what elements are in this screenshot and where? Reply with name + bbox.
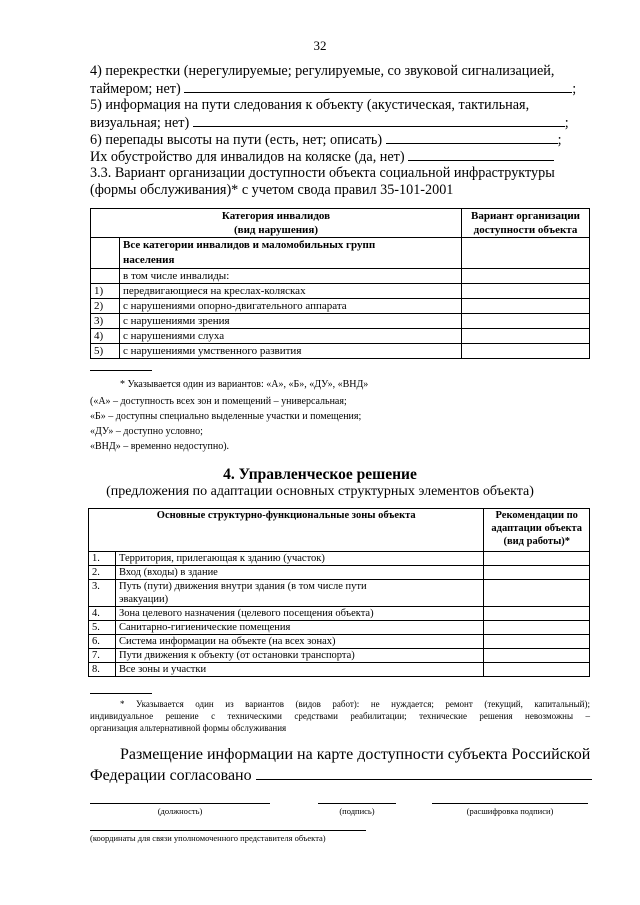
table-row: 1. Территория, прилегающая к зданию (участок) bbox=[89, 552, 590, 566]
label-contacts: (координаты для связи уполномоченного представителя объекта) bbox=[90, 833, 326, 843]
text-line-wheelchair bbox=[90, 148, 554, 166]
blank-line bbox=[256, 765, 592, 780]
text-line-info bbox=[90, 97, 584, 114]
footnote1-du: «ДУ» – доступно условно; bbox=[90, 426, 203, 437]
text-3-3: 3.3. Вариант организации доступности объекта социальной инфраструктуры bbox=[90, 165, 555, 181]
footnote1-a: («А» – доступность всех зон и помещений – универсальная; bbox=[90, 396, 347, 407]
signature-line-position bbox=[90, 803, 270, 804]
placement-line2: Федерации согласовано bbox=[90, 765, 592, 785]
table1-all-categories: Все категории инвалидов и маломобильных групп населения bbox=[120, 238, 462, 269]
table-row: 2. Вход (входы) в здание bbox=[89, 566, 590, 580]
footnote1-lead: * Указывается один из вариантов: «А», «Б», «ДУ», «ВНД» bbox=[120, 379, 369, 390]
table-row: 5) с нарушениями умственного развития bbox=[91, 344, 590, 359]
table-row: 2) с нарушениями опорно-двигательного аппарата bbox=[91, 299, 590, 314]
text-line-forms bbox=[90, 182, 453, 199]
table2-header-recommendations: Рекомендации по адаптации объекта (вид работы)* bbox=[484, 509, 590, 552]
text-line-3-3 bbox=[90, 165, 584, 182]
text-line-visual: визуальная; нет) ; bbox=[90, 115, 569, 131]
label-decoding: (расшифровка подписи) bbox=[466, 806, 554, 816]
signature-line-contacts bbox=[90, 830, 366, 831]
text-forms: (формы обслуживания)* с учетом свода правил 35-101-2001 bbox=[90, 182, 454, 198]
signature-line-decoding bbox=[432, 803, 588, 804]
blank-line bbox=[386, 131, 558, 144]
blank-line bbox=[184, 80, 572, 93]
label-position: (должность) bbox=[157, 806, 203, 816]
table-row: 3) с нарушениями зрения bbox=[91, 314, 590, 329]
table1-header-category: Категория инвалидов (вид нарушения) bbox=[91, 209, 462, 238]
text-line-timer: таймером; нет) ; bbox=[90, 81, 577, 97]
table-row: 4. Зона целевого назначения (целевого посещения объекта) bbox=[89, 607, 590, 621]
text-crossings: 4) перекрестки (нерегулируемые; регулируемые, со звуковой сигнализацией, bbox=[90, 63, 555, 79]
text-height: 6) перепады высоты на пути (есть, нет; описать) bbox=[90, 132, 383, 148]
page-number: 32 bbox=[313, 38, 327, 53]
footnote-separator bbox=[90, 370, 152, 371]
placement-line1: Размещение информации на карте доступности субъекта Российской bbox=[120, 746, 591, 763]
table1-including: в том числе инвалиды: bbox=[120, 269, 462, 284]
blank-line bbox=[193, 114, 565, 127]
section4-title: 4. Управленческое решение bbox=[223, 466, 417, 483]
text-info: 5) информация на пути следования к объекту (акустическая, тактильная, bbox=[90, 97, 530, 113]
footnote-separator bbox=[90, 693, 152, 694]
footnote1-vnd: «ВНД» – временно недоступно). bbox=[90, 441, 230, 452]
text-line-crossings bbox=[90, 63, 584, 80]
blank-line bbox=[408, 148, 554, 161]
text-visual: визуальная; нет) bbox=[90, 115, 190, 131]
text-wheelchair: Их обустройство для инвалидов на коляске (да, нет) bbox=[90, 149, 405, 165]
section4-subtitle: (предложения по адаптации основных структурных элементов объекта) bbox=[106, 484, 534, 499]
table1-cell-variant bbox=[462, 269, 590, 284]
text-timer: таймером; нет) bbox=[90, 81, 181, 97]
table-row: 3. Путь (пути) движения внутри здания (в том числе пути эвакуации) bbox=[89, 580, 590, 607]
table-row: 5. Санитарно-гигиенические помещения bbox=[89, 621, 590, 635]
table-row: 1) передвигающиеся на креслах-колясках bbox=[91, 284, 590, 299]
footnote2: * Указывается один из вариантов (видов работ): не нуждается; ремонт (текущий, капитальный); индивидуальное решение с техническими средствами реабилитации; технические решения невозможны – организация альтернативной формы обслуживания bbox=[90, 699, 590, 733]
signature-line-signature bbox=[318, 803, 396, 804]
table-row: 6. Система информации на объекте (на всех зонах) bbox=[89, 635, 590, 649]
table-row: 7. Пути движения к объекту (от остановки транспорта) bbox=[89, 649, 590, 663]
label-signature: (подпись) bbox=[339, 806, 375, 816]
text-line-height: 6) перепады высоты на пути (есть, нет; описать) ; bbox=[90, 132, 562, 148]
table1-cell-variant bbox=[462, 238, 590, 269]
footnote1-b: «Б» – доступны специально выделенные участки и помещения; bbox=[90, 411, 362, 422]
recommendations-table bbox=[88, 508, 590, 677]
table2-header-zones: Основные структурно-функциональные зоны объекта bbox=[89, 509, 484, 552]
accessibility-table bbox=[90, 208, 590, 359]
table1-header-variant: Вариант организации доступности объекта bbox=[462, 209, 590, 238]
table-row: 8. Все зоны и участки bbox=[89, 663, 590, 677]
table-row: 4) с нарушениями слуха bbox=[91, 329, 590, 344]
